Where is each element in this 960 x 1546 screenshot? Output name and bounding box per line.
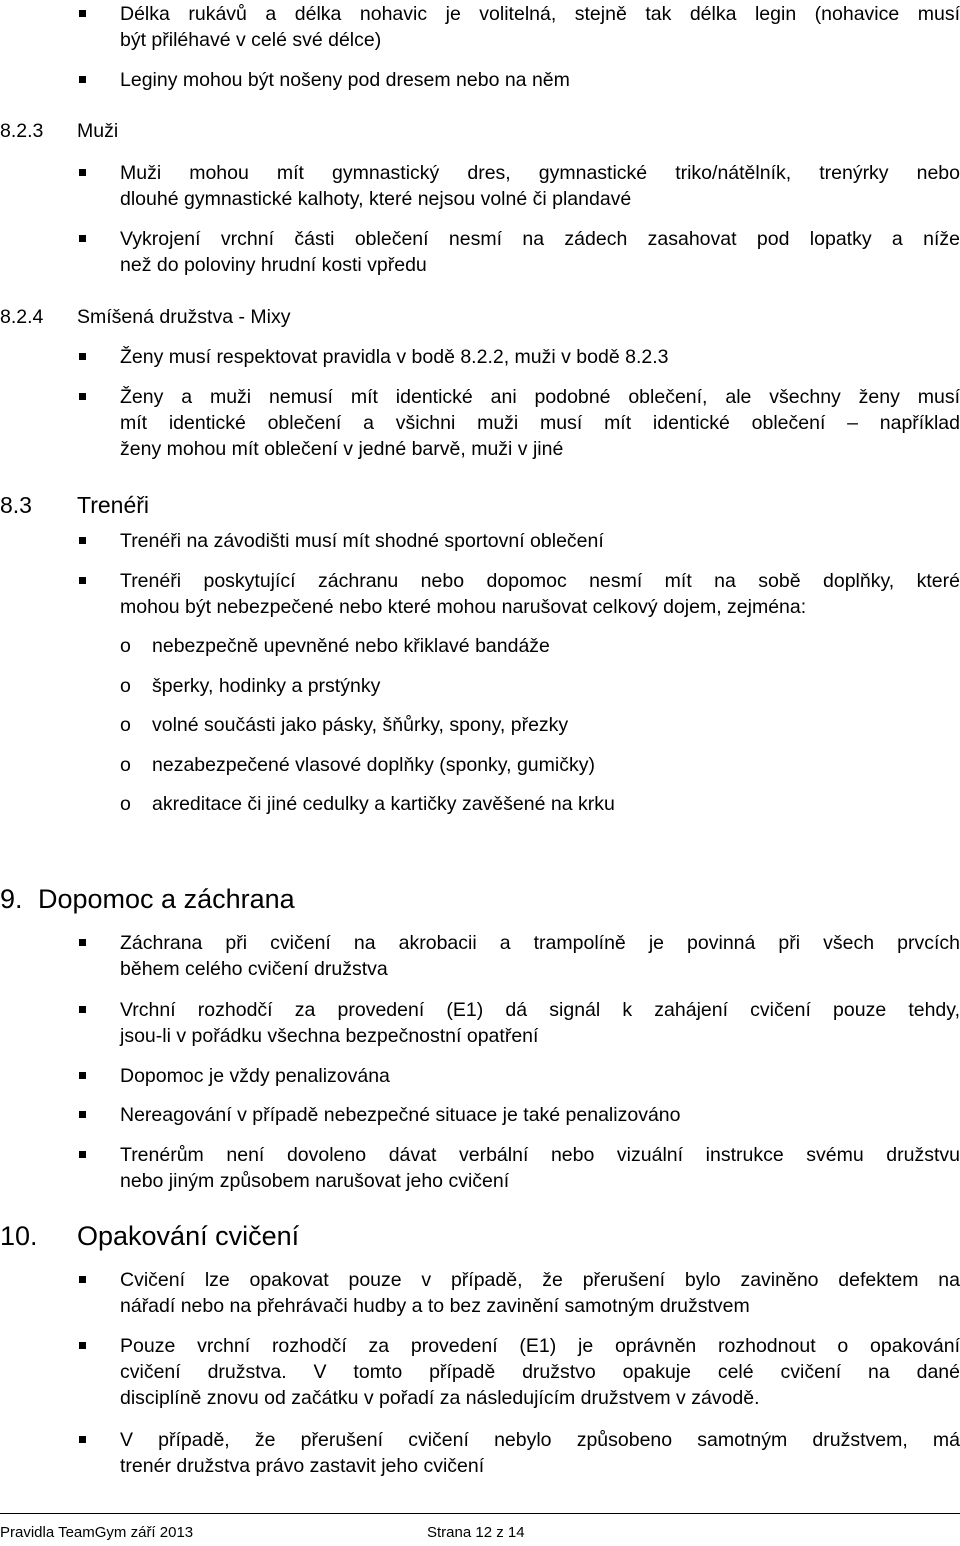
list-item-line: V případě, že přerušení cvičení nebylo způsobeno samotným družstvem, má (120, 1429, 960, 1451)
bullet-icon (79, 76, 86, 83)
sub-list-item: volné součásti jako pásky, šňůrky, spony, přezky (152, 714, 569, 736)
sub-list-item: nebezpečně upevněné nebo křiklavé bandáže (152, 635, 550, 657)
bullet-icon (79, 1072, 86, 1079)
footer-rule (0, 1513, 960, 1514)
chapter-number: 9. (0, 884, 23, 914)
bullet-icon (79, 537, 86, 544)
bullet-icon (79, 10, 86, 17)
section-number: 8.3 (0, 492, 32, 518)
section-number: 8.2.3 (0, 120, 44, 142)
list-item-line: Vykrojení vrchní části oblečení nesmí na zádech zasahovat pod lopatky a níže (120, 228, 960, 250)
list-item-line: Délka rukávů a délka nohavic je volitelná, stejně tak délka legin (nohavice musí (120, 3, 960, 25)
list-item-line: jsou-li v pořádku všechna bezpečnostní opatření (120, 1025, 539, 1047)
sub-bullet-icon: o (120, 754, 131, 776)
list-item-line: mít identické oblečení a všichni muži musí mít identické oblečení – například (120, 412, 960, 434)
section-title: Trenéři (77, 492, 149, 518)
list-item-line: Cvičení lze opakovat pouze v případě, že přerušení bylo zaviněno defektem na (120, 1269, 960, 1291)
sub-list-item: nezabezpečené vlasové doplňky (sponky, gumičky) (152, 754, 595, 776)
chapter-title: Dopomoc a záchrana (38, 884, 295, 914)
sub-bullet-icon: o (120, 675, 131, 697)
chapter-title: Opakování cvičení (77, 1221, 300, 1251)
list-item-line: Trenéři poskytující záchranu nebo dopomoc nesmí mít na sobě doplňky, které (120, 570, 960, 592)
bullet-icon (79, 353, 86, 360)
bullet-icon (79, 1342, 86, 1349)
list-item-line: dlouhé gymnastické kalhoty, které nejsou volné či plandavé (120, 188, 632, 210)
section-title: Smíšená družstva - Mixy (77, 306, 291, 328)
sub-bullet-icon: o (120, 714, 131, 736)
list-item-line: Ženy a muži nemusí mít identické ani podobné oblečení, ale všechny ženy musí (120, 386, 960, 408)
list-item-line: trenér družstva právo zastavit jeho cvičení (120, 1455, 485, 1477)
bullet-icon (79, 1111, 86, 1118)
footer-document-title: Pravidla TeamGym září 2013 (0, 1524, 194, 1541)
sub-bullet-icon: o (120, 635, 131, 657)
sub-list-item: akreditace či jiné cedulky a kartičky zavěšené na krku (152, 793, 615, 815)
bullet-icon (79, 1436, 86, 1443)
footer-page-number: Strana 12 z 14 (427, 1524, 525, 1541)
bullet-icon (79, 939, 86, 946)
bullet-icon (79, 1151, 86, 1158)
bullet-icon (79, 577, 86, 584)
list-item-line: Nereagování v případě nebezpečné situace je také penalizováno (120, 1104, 681, 1126)
list-item-line: mohou být nebezpečené nebo které mohou narušovat celkový dojem, zejména: (120, 596, 807, 618)
bullet-icon (79, 169, 86, 176)
list-item-line: Záchrana při cvičení na akrobacii a trampolíně je povinná při všech prvcích (120, 932, 960, 954)
section-number: 8.2.4 (0, 306, 44, 328)
bullet-icon (79, 1276, 86, 1283)
list-item-line: nářadí nebo na přehrávači hudby a to bez zavinění samotným družstvem (120, 1295, 750, 1317)
list-item-line: ženy mohou mít oblečení v jedné barvě, muži v jiné (120, 438, 564, 460)
list-item-line: Trenéři na závodišti musí mít shodné sportovní oblečení (120, 530, 604, 552)
list-item-line: disciplíně znovu od začátku v pořadí za následujícím družstvem v závodě. (120, 1387, 760, 1409)
sub-bullet-icon: o (120, 793, 131, 815)
list-item-line: cvičení družstva. V tomto případě družstvo opakuje celé cvičení na dané (120, 1361, 960, 1383)
list-item-line: nebo jiným způsobem narušovat jeho cvičení (120, 1170, 510, 1192)
list-item-line: Muži mohou mít gymnastický dres, gymnastické triko/nátělník, trenýrky nebo (120, 162, 960, 184)
section-title: Muži (77, 120, 119, 142)
list-item-line: Ženy musí respektovat pravidla v bodě 8.2.2, muži v bodě 8.2.3 (120, 346, 669, 368)
list-item-line: než do poloviny hrudní kosti vpředu (120, 254, 427, 276)
chapter-number: 10. (0, 1221, 38, 1251)
list-item-line: během celého cvičení družstva (120, 958, 388, 980)
list-item-line: Leginy mohou být nošeny pod dresem nebo na něm (120, 69, 570, 91)
list-item-line: být přiléhavé v celé své délce) (120, 29, 382, 51)
bullet-icon (79, 235, 86, 242)
sub-list-item: šperky, hodinky a prstýnky (152, 675, 381, 697)
list-item-line: Pouze vrchní rozhodčí za provedení (E1) je oprávněn rozhodnout o opakování (120, 1335, 960, 1357)
list-item-line: Dopomoc je vždy penalizována (120, 1065, 390, 1087)
list-item-line: Trenérům není dovoleno dávat verbální nebo vizuální instrukce svému družstvu (120, 1144, 960, 1166)
bullet-icon (79, 1006, 86, 1013)
list-item-line: Vrchní rozhodčí za provedení (E1) dá signál k zahájení cvičení pouze tehdy, (120, 999, 960, 1021)
bullet-icon (79, 393, 86, 400)
